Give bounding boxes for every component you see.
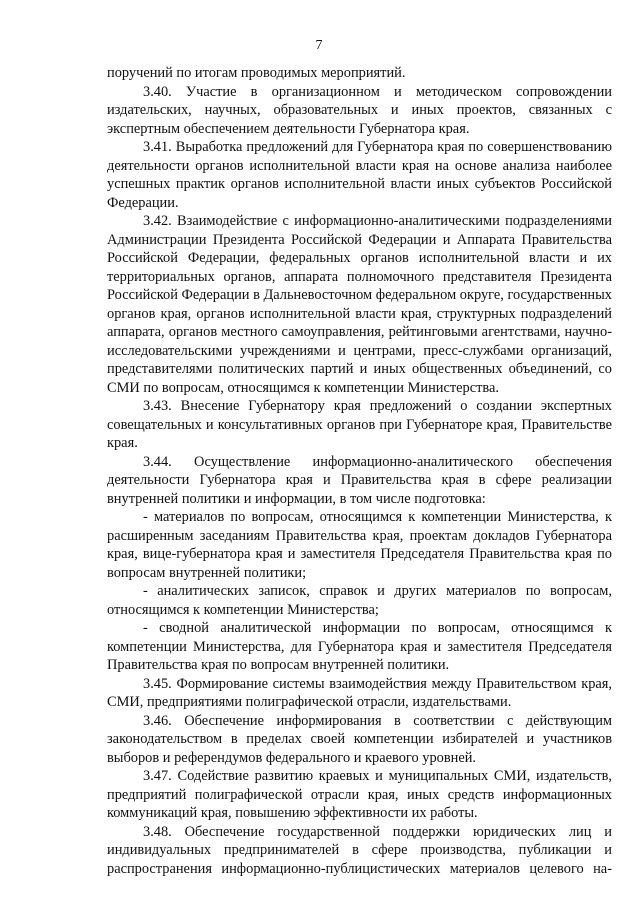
- paragraph-3-45: 3.45. Формирование системы взаимодействия между Правительством края, СМИ, предприятиями полиграфической отрасли, издательствами.: [107, 675, 612, 710]
- bullet-item: - материалов по вопросам, относящимся к компетенции Министерства, к расширенным заседаниям Правительства края, проектам докладов Губернатора края, вице-губернатора края и заместителя Председателя Правительства края по вопросам внутренней политики;: [107, 509, 612, 581]
- paragraph-continuation: поручений по итогам проводимых мероприятий.: [107, 65, 406, 81]
- paragraph-3-43: 3.43. Внесение Губернатору края предложений о создании экспертных совещательных и консультативных органов при Губернаторе края, Правительстве края.: [107, 398, 612, 451]
- document-body: [107, 64, 612, 878]
- paragraph-3-44: 3.44. Осуществление информационно-аналитического обеспечения деятельности Губернатора края и Правительства края в сфере реализации внутренней политики и информации, в том числе подготовка:: [107, 453, 612, 507]
- paragraph-3-40: 3.40. Участие в организационном и методическом сопровождении издательских, научных, образовательных и иных проектов, связанных с экспертным обеспечением деятельности Губернатора края.: [107, 83, 612, 137]
- paragraph-3-42: 3.42. Взаимодействие с информационно-аналитическими подразделениями Администрации Президента Российской Федерации и Аппарата Правительства Российской Федерации, федеральных органов исполнительной власти и их территориальных органов, аппарата полномочного представителя Президента Российской Федерации в Дальневосточном федеральном округе, государственных органов края, органов исполнительной власти края, структурных подразделений аппарата, органов местного самоуправления, рейтинговыми агентствами, научно-исследовательскими учреждениями и центрами, пресс-службами организаций, представителями политических партий и иных общественных объединений, со СМИ по вопросам, относящимся к компетенции Министерства.: [107, 213, 612, 396]
- page-number: 7: [315, 38, 323, 53]
- paragraph-3-48: 3.48. Обеспечение государственной поддержки юридических лиц и индивидуальных предпринимателей в сфере производства, публикации и распространения информационно-публицистических материалов целевого на-: [107, 823, 612, 877]
- paragraph-3-46: 3.46. Обеспечение информирования в соответствии с действующим законодательством в пределах своей компетенции избирателей и участников выборов и референдумов федерального и краевого уровней.: [107, 712, 612, 766]
- bullet-item: - сводной аналитической информации по вопросам, относящимся к компетенции Министерства, для Губернатора края и заместителя Председателя Правительства края по вопросам внутренней политики.: [107, 620, 612, 673]
- paragraph-3-41: 3.41. Выработка предложений для Губернатора края по совершенствованию деятельности органов исполнительной власти края на основе анализа наиболее успешных практик органов исполнительной власти иных субъектов Российской Федерации.: [107, 139, 612, 211]
- bullet-item: - аналитических записок, справок и других материалов по вопросам, относящимся к компетенции Министерства;: [107, 583, 612, 618]
- paragraph-3-47: 3.47. Содействие развитию краевых и муниципальных СМИ, издательств, предприятий полиграфической отрасли края, иных средств информационных коммуникаций края, повышению эффективности их работы.: [107, 768, 612, 821]
